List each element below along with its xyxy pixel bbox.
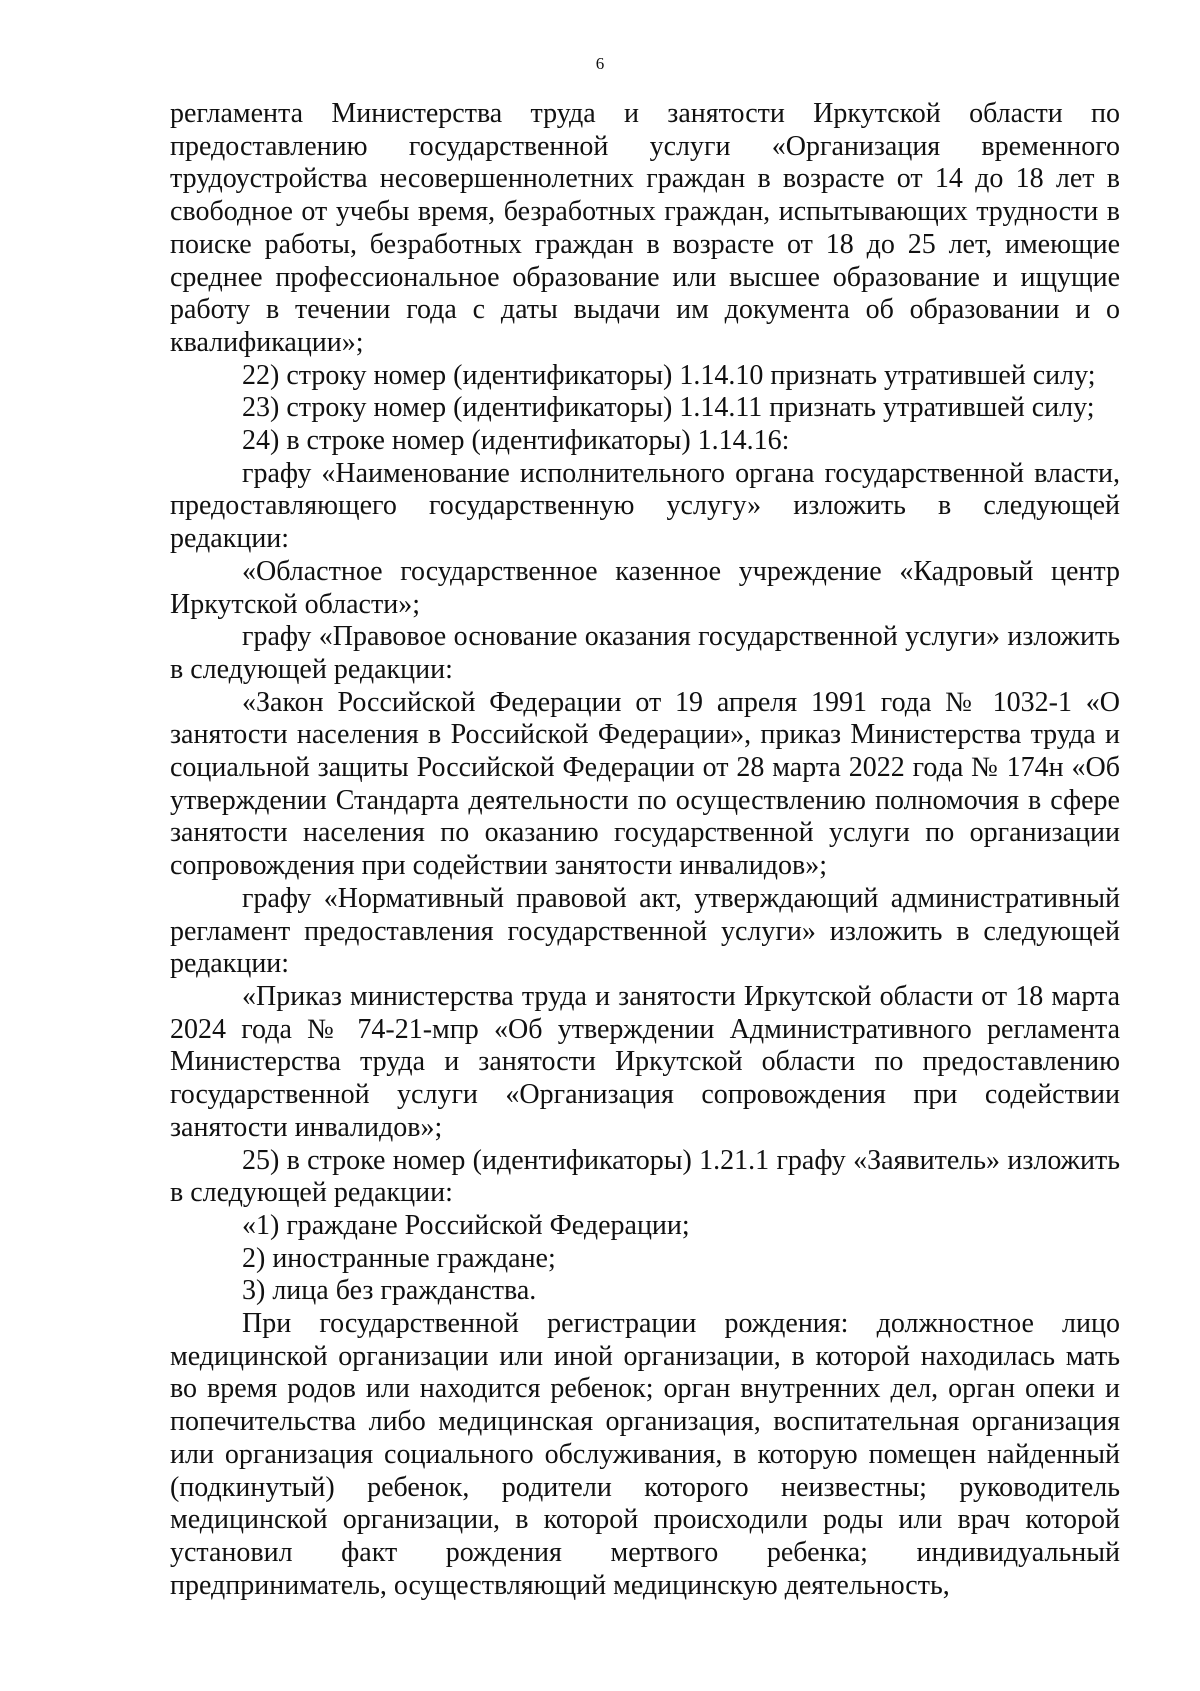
paragraph-regulation-continuation: регламента Министерства труда и занятости Иркутской области по предоставлению государственной услуги «Организация временного трудоустройства несовершеннолетних граждан в возрасте от 14 до 18 лет в свободное от учебы время, безработных граждан, испытывающих трудности в поиске работы, безработных граждан в возрасте от 18 до 25 лет, имеющие среднее профессиональное образование или высшее образование и ищущие работу в течении года с даты выдачи им документа об образовании и о квалификации»; <box>170 98 1120 358</box>
paragraph-column-normative-act: графу «Нормативный правовой акт, утверждающий административный регламент предоставления государственной услуги» изложить в следующей редакции: <box>170 882 1120 980</box>
paragraph-birth-registration: При государственной регистрации рождения: должностное лицо медицинской организации или иной организации, в которой находилась мать во время родов или находится ребенок; орган внутренних дел, орган опеки и попечительства либо медицинская организация, воспитательная организация или организация социального обслуживания, в которую помещен найденный (подкинутый) ребенок, родители которого неизвестны; руководитель медицинской организации, в которой происходили роды или врач которой установил факт рождения мертвого ребенка; индивидуальный предприниматель, осуществляющий медицинскую деятельность, <box>170 1308 1120 1601</box>
paragraph-legal-basis-text: «Закон Российской Федерации от 19 апреля 1991 года № 1032-1 «О занятости населения в Российской Федерации», приказ Министерства труда и социальной защиты Российской Федерации от 28 марта 2022 года № 174н «Об утверждении Стандарта деятельности по осуществлению полномочия в сфере занятости населения по оказанию государственной услуги по организации сопровождения при содействии занятости инвалидов»; <box>170 686 1120 882</box>
page-number: 6 <box>595 54 605 73</box>
paragraph-authority-text: «Областное государственное казенное учреждение «Кадровый центр Иркутской области»; <box>170 555 1120 620</box>
paragraph-item-23: 23) строку номер (идентификаторы) 1.14.11 признать утратившей силу; <box>242 392 1095 424</box>
document-body <box>170 98 1120 1602</box>
paragraph-normative-act-text: «Приказ министерства труда и занятости Иркутской области от 18 марта 2024 года № 74-21-мпр «Об утверждении Административного регламента Министерства труда и занятости Иркутской области по предоставлению государственной услуги «Организация сопровождения при содействии занятости инвалидов»; <box>170 980 1120 1143</box>
paragraph-column-authority-name: графу «Наименование исполнительного органа государственной власти, предоставляющего государственную услугу» изложить в следующей редакции: <box>170 457 1120 555</box>
paragraph-column-legal-basis: графу «Правовое основание оказания государственной услуги» изложить в следующей редакции: <box>170 621 1120 685</box>
paragraph-applicant-1: «1) граждане Российской Федерации; <box>242 1209 690 1241</box>
paragraph-applicant-2: 2) иностранные граждане; <box>242 1242 556 1274</box>
paragraph-item-22: 22) строку номер (идентификаторы) 1.14.10 признать утратившей силу; <box>242 359 1096 391</box>
paragraph-item-24: 24) в строке номер (идентификаторы) 1.14.16: <box>242 425 790 457</box>
paragraph-applicant-3: 3) лица без гражданства. <box>242 1275 537 1307</box>
paragraph-item-25: 25) в строке номер (идентификаторы) 1.21.1 графу «Заявитель» изложить в следующей редакции: <box>170 1144 1120 1209</box>
